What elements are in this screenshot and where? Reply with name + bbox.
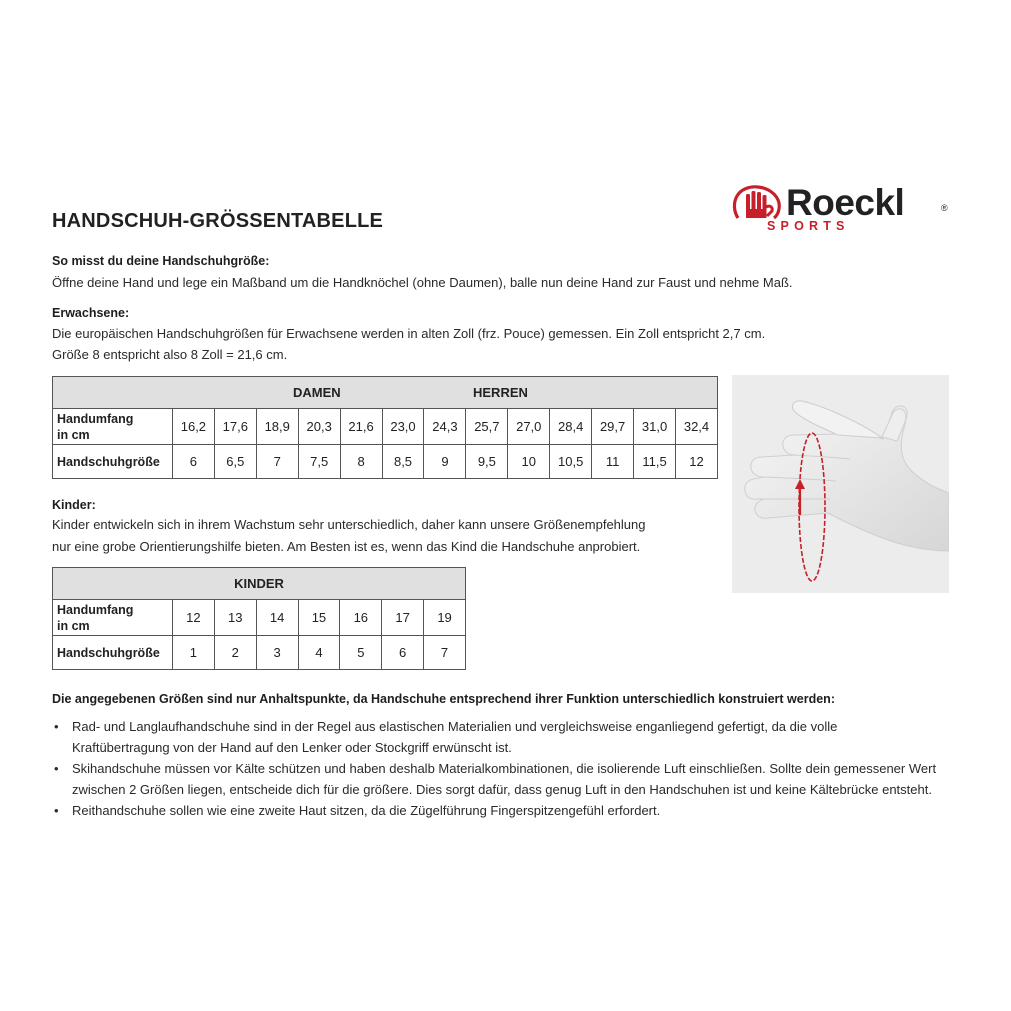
- kids-heading: Kinder:: [52, 498, 96, 512]
- table-cell: 9,5: [466, 445, 508, 479]
- table-cell: 10: [508, 445, 550, 479]
- table-cell: 7,5: [298, 445, 340, 479]
- adult-circumference-row: [53, 409, 718, 445]
- roeckl-logo: [732, 183, 954, 235]
- table-cell: 12: [172, 600, 214, 636]
- table-cell: 17: [382, 600, 424, 636]
- table-cell: 32,4: [676, 409, 718, 445]
- table-cell: 14: [256, 600, 298, 636]
- bullet-icon: •: [54, 761, 59, 776]
- adult-table-header: [53, 377, 718, 409]
- header-kinder: KINDER: [53, 568, 466, 600]
- table-cell: 6: [172, 445, 214, 479]
- kids-text-line2: nur eine grobe Orientierungshilfe bieten. Am Besten ist es, wenn das Kind die Handschuhe anprobiert.: [52, 539, 641, 554]
- adult-size-table: [52, 376, 718, 479]
- list-item: • Rad- und Langlaufhandschuhe sind in der Regel aus elastischen Materialien und vergleichsweise enganliegend gefertigt, da die volle Kraftübertragung von der Hand auf den Lenker oder Stockgriff erwünscht ist.: [52, 716, 962, 758]
- table-cell: 10,5: [550, 445, 592, 479]
- table-cell: 15: [298, 600, 340, 636]
- table-cell: 16,2: [172, 409, 214, 445]
- bullet-icon: •: [54, 719, 59, 734]
- adult-table-header-row: [53, 377, 718, 409]
- logo-registered-mark: ®: [941, 203, 948, 213]
- list-item: • Skihandschuhe müssen vor Kälte schützen und haben deshalb Materialkombinationen, die isolierende Luft einschließen. Sollte dein gemessener Wert zwischen 2 Größen liegen, entscheide dich für die größere. Dies sorgt dafür, dass genug Luft in den Handschuhen ist und keine Kältebrücke entsteht.: [52, 758, 962, 800]
- table-cell: 8,5: [382, 445, 424, 479]
- notes-heading: Die angegebenen Größen sind nur Anhaltspunkte, da Handschuhe entsprechend ihrer Funktion unterschiedlich konstruiert werden:: [52, 692, 835, 706]
- roeckl-hand-logo-icon: [732, 185, 782, 221]
- adults-heading: Erwachsene:: [52, 306, 130, 320]
- row-label-circumference: Handumfang in cm: [53, 600, 173, 636]
- table-cell: 8: [340, 445, 382, 479]
- bullet-icon: •: [54, 803, 59, 818]
- row-label-circumference: Handumfang in cm: [53, 409, 173, 445]
- list-item: • Reithandschuhe sollen wie eine zweite Haut sitzen, da die Zügelführung Fingerspitzengefühl erfordert.: [52, 800, 962, 821]
- page-title: HANDSCHUH-GRÖSSENTABELLE: [52, 210, 384, 232]
- measure-text: Öffne deine Hand und lege ein Maßband um die Handknöchel (ohne Daumen), balle nun deine Hand zur Faust und nehme Maß.: [52, 275, 793, 290]
- table-cell: 2: [214, 636, 256, 670]
- table-cell: 6,5: [214, 445, 256, 479]
- table-cell: 20,3: [298, 409, 340, 445]
- kids-size-row: [53, 636, 466, 670]
- measure-heading: So misst du deine Handschuhgröße:: [52, 254, 270, 268]
- table-cell: 11,5: [634, 445, 676, 479]
- row-label-size: Handschuhgröße: [53, 636, 173, 670]
- logo-subtitle: SPORTS: [767, 219, 850, 233]
- table-cell: 24,3: [424, 409, 466, 445]
- table-cell: 6: [382, 636, 424, 670]
- table-cell: 27,0: [508, 409, 550, 445]
- table-cell: 18,9: [256, 409, 298, 445]
- header-damen: DAMEN: [293, 385, 341, 400]
- hand-illustration-image: [732, 375, 949, 593]
- table-cell: 7: [256, 445, 298, 479]
- table-cell: 3: [256, 636, 298, 670]
- table-cell: 11: [592, 445, 634, 479]
- table-cell: 21,6: [340, 409, 382, 445]
- table-cell: 5: [340, 636, 382, 670]
- table-cell: 4: [298, 636, 340, 670]
- table-cell: 16: [340, 600, 382, 636]
- table-cell: 12: [676, 445, 718, 479]
- kids-text-line1: Kinder entwickeln sich in ihrem Wachstum sehr unterschiedlich, daher kann unsere Größenempfehlung: [52, 517, 646, 532]
- kids-table-header-row: [53, 568, 466, 600]
- table-cell: 25,7: [466, 409, 508, 445]
- logo-wordmark: Roeckl: [786, 182, 905, 223]
- table-cell: 9: [424, 445, 466, 479]
- table-cell: 17,6: [214, 409, 256, 445]
- table-cell: 19: [424, 600, 466, 636]
- kids-circumference-row: [53, 600, 466, 636]
- notes-list: [52, 716, 962, 821]
- table-cell: 7: [424, 636, 466, 670]
- adults-text-line1: Die europäischen Handschuhgrößen für Erwachsene werden in alten Zoll (frz. Pouce) gemessen. Ein Zoll entspricht 2,7 cm.: [52, 326, 766, 341]
- table-cell: 1: [172, 636, 214, 670]
- table-cell: 13: [214, 600, 256, 636]
- table-cell: 28,4: [550, 409, 592, 445]
- adults-text-line2: Größe 8 entspricht also 8 Zoll = 21,6 cm.: [52, 347, 288, 362]
- header-herren: HERREN: [473, 385, 528, 400]
- table-cell: 23,0: [382, 409, 424, 445]
- row-label-size: Handschuhgröße: [53, 445, 173, 479]
- table-cell: 31,0: [634, 409, 676, 445]
- kids-size-table: [52, 567, 466, 670]
- hand-measure-illustration: [732, 375, 949, 593]
- table-cell: 29,7: [592, 409, 634, 445]
- adult-size-row: [53, 445, 718, 479]
